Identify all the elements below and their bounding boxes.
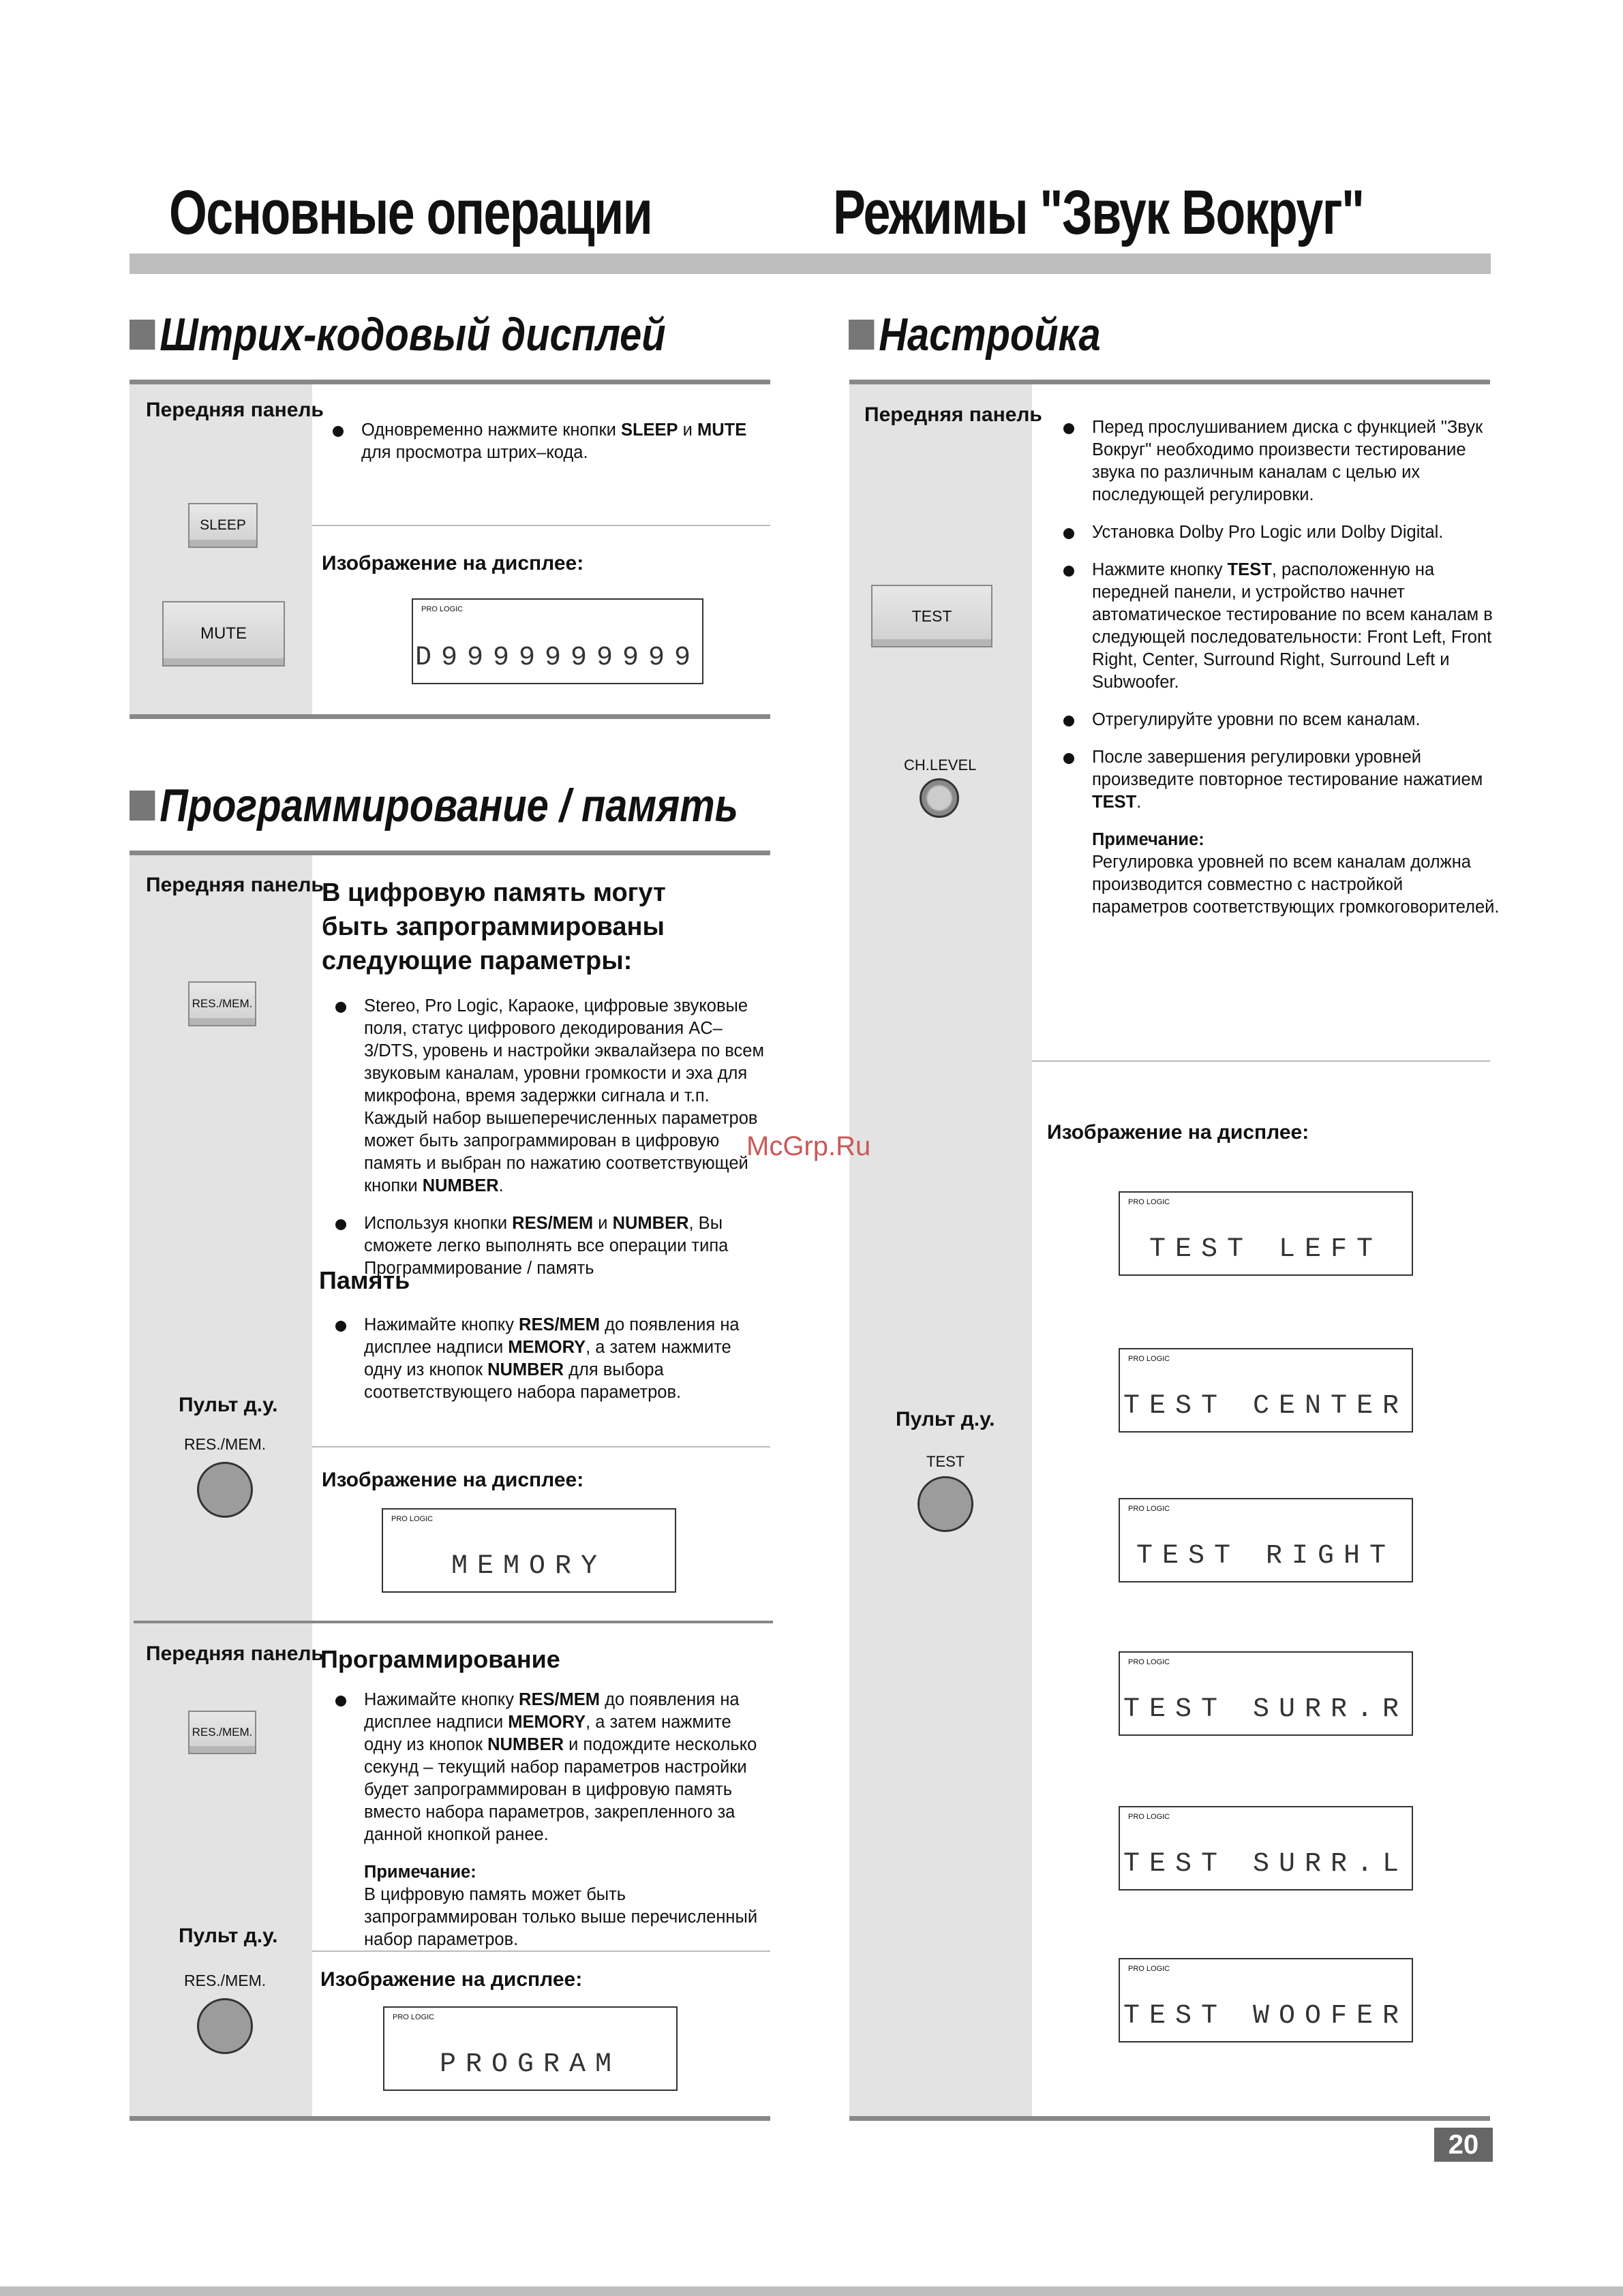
test-button[interactable]: TEST <box>871 585 992 647</box>
divider <box>130 2116 770 2121</box>
programming-heading: Программирование <box>320 1645 560 1673</box>
program-section-title: Программирование / память <box>130 779 738 832</box>
test-display <box>1119 1651 1413 1736</box>
res-mem-button[interactable]: RES./MEM. <box>188 981 256 1026</box>
lcd-indicators: PRO LOGIC <box>1128 1198 1170 1206</box>
memory-heading: Память <box>319 1266 410 1294</box>
remote-label: Пульт д.у. <box>179 1394 278 1416</box>
bottom-bar <box>0 2286 1623 2296</box>
memory-display <box>382 1508 676 1593</box>
divider <box>130 380 770 384</box>
test-display <box>1119 1498 1413 1582</box>
res-mem-button[interactable]: RES./MEM. <box>188 1711 256 1754</box>
divider <box>312 1950 770 1952</box>
test-display <box>1119 1806 1413 1891</box>
ch-level-label: CH.LEVEL <box>904 756 977 774</box>
section-square-icon <box>130 320 155 350</box>
programming-instruction: Нажимайте кнопку RES/MEM до появления на дисплее надписи MEMORY, а затем нажмите одну из кнопок NUMBER и подождите несколько секунд – текущий набор параметров настройки будет запрограммирован в цифровую память вместо набора параметров, закрепленного за данной кнопкой ранее. Примечание: В цифровую память может быть запрограммирован только выше перечисленный набор параметров. <box>335 1689 772 1951</box>
remote-res-mem-button[interactable] <box>197 1998 253 2054</box>
display-label: Изображение на дисплее: <box>322 552 584 575</box>
ch-level-knob[interactable] <box>920 778 959 818</box>
remote-button-label: RES./MEM. <box>184 1972 267 1989</box>
lcd-indicators: PRO LOGIC <box>1128 1355 1170 1363</box>
display-label: Изображение на дисплее: <box>322 1469 584 1491</box>
program-bullets: Stereo, Pro Logic, Караоке, цифровые звуковые поля, статус цифрового декодирования AC–3/DTS, уровень и настройки эквалайзера по всем звуковым каналам, уровни громкости и эха для микрофона, время задержки сигнала и т.п. Каждый набор вышеперечисленных параметров может быть запрограммирован в цифровую память и выбран по нажатию соответствующей кнопки NUMBER. Используя кнопки RES/MEM и NUMBER, Вы сможете легко выполнять все операции типа Программирование / память <box>335 995 772 1280</box>
front-panel-label: Передняя панель <box>146 1642 324 1665</box>
remote-button-label: RES./MEM. <box>184 1435 267 1453</box>
note-text: В цифровую память может быть запрограммирован только выше перечисленный набор параметров. <box>364 1885 758 1949</box>
test-display <box>1119 1348 1413 1433</box>
lcd-indicators: PRO LOGIC <box>1128 1505 1170 1513</box>
display-label: Изображение на дисплее: <box>320 1968 583 1991</box>
divider <box>130 851 770 855</box>
left-page-title: Основные операции <box>169 178 652 247</box>
barcode-display <box>412 598 703 684</box>
divider <box>312 1446 770 1448</box>
lcd-text: TEST WOOFER <box>1123 2001 1409 2032</box>
mute-button[interactable]: MUTE <box>162 601 285 667</box>
front-panel-label: Передняя панель <box>146 399 324 421</box>
barcode-instruction: Одновременно нажмите кнопки SLEEP и MUTE для просмотра штрих–кода. <box>333 419 755 479</box>
lcd-text: TEST SURR.L <box>1123 1849 1409 1880</box>
front-panel-label: Передняя панель <box>146 874 324 896</box>
program-display <box>383 2006 678 2091</box>
remote-res-mem-button[interactable] <box>197 1462 253 1518</box>
test-display <box>1119 1191 1413 1276</box>
front-panel-label: Передняя панель <box>864 403 1042 426</box>
lcd-text: D9999999999 <box>414 643 701 673</box>
divider <box>312 525 770 526</box>
note-title: Примечание: <box>1092 830 1204 849</box>
side-column <box>130 384 312 717</box>
right-page-title: Режимы "Звук Вокруг" <box>833 178 1364 247</box>
divider <box>849 380 1490 384</box>
setup-instructions: Перед прослушиванием диска с функцией "Звук Вокруг" необходимо произвести тестирование звука по различным каналам с целью их последующей регулировки. Установка Dolby Pro Logic или Dolby Digital. Нажмите кнопку TEST, расположенную на передней панели, и устройство начнет автоматическое тестирование по всем каналам в следующей последовательности: Front Left, Front Right, Center, Surround Right, Surround Left и Subwoofer. Отрегулируйте уровни по всем каналам. После завершения регулировки уровней произведите повторное тестирование нажатием TEST. Примечание: Регулировка уровней по всем каналам должна производится совместно с настройкой параметров соответствующих громкоговорителей. <box>1063 416 1500 919</box>
lcd-indicators: PRO LOGIC <box>393 2013 435 2021</box>
lcd-indicators: PRO LOGIC <box>391 1515 434 1523</box>
memory-instruction: Нажимайте кнопку RES/MEM до появления на дисплее надписи MEMORY, а затем нажмите одну из кнопок NUMBER для выбора соответствующего набора параметров. <box>335 1314 772 1419</box>
test-display <box>1119 1958 1413 2042</box>
watermark: McGrp.Ru <box>746 1131 871 1161</box>
page-number: 20 <box>1434 2128 1493 2162</box>
lcd-text: TEST LEFT <box>1149 1234 1383 1265</box>
lcd-indicators: PRO LOGIC <box>421 605 464 613</box>
barcode-section-title: Штрих-кодовый дисплей <box>130 308 666 361</box>
lcd-indicators: PRO LOGIC <box>1128 1658 1170 1666</box>
divider <box>849 2116 1490 2121</box>
lcd-text: TEST RIGHT <box>1136 1541 1396 1572</box>
lcd-indicators: PRO LOGIC <box>1128 1813 1170 1821</box>
lcd-text: TEST CENTER <box>1123 1391 1409 1422</box>
note-title: Примечание: <box>364 1863 476 1882</box>
remote-test-button[interactable] <box>917 1476 973 1532</box>
remote-label: Пульт д.у. <box>179 1925 278 1947</box>
note-text: Регулировка уровней по всем каналам должна производится совместно с настройкой параметров соответствующих громкоговорителей. <box>1092 853 1500 917</box>
divider <box>130 714 770 719</box>
sleep-button[interactable]: SLEEP <box>188 503 258 548</box>
display-label: Изображение на дисплее: <box>1047 1121 1309 1144</box>
program-intro: В цифровую память могут быть запрограммированы следующие параметры: <box>322 878 666 975</box>
divider <box>1032 1060 1490 1062</box>
setup-section-title: Настройка <box>849 308 1101 361</box>
section-square-icon <box>849 320 874 350</box>
lcd-text: PROGRAM <box>439 2049 622 2080</box>
remote-button-label: TEST <box>926 1453 965 1470</box>
remote-label: Пульт д.у. <box>896 1408 995 1430</box>
divider <box>134 1621 773 1623</box>
lcd-text: MEMORY <box>451 1551 607 1582</box>
header-bar <box>130 254 1491 274</box>
lcd-text: TEST SURR.R <box>1123 1694 1409 1725</box>
lcd-indicators: PRO LOGIC <box>1128 1965 1170 1973</box>
section-square-icon <box>130 791 155 821</box>
